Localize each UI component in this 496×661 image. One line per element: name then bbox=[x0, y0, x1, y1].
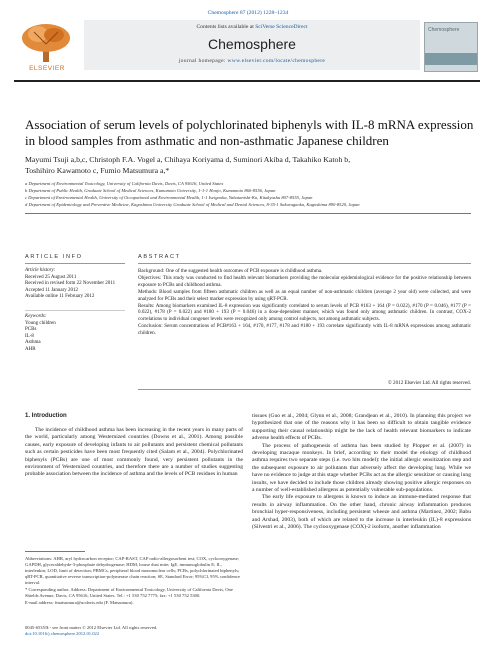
homepage-link[interactable]: www.elsevier.com/locate/chemosphere bbox=[227, 58, 326, 64]
history-revised: Received in revised form 22 November 2011 bbox=[25, 281, 116, 287]
abstract-body bbox=[138, 268, 471, 337]
cover-band bbox=[425, 53, 477, 65]
history-received: Received 25 August 2011 bbox=[25, 274, 77, 280]
authors-line-1: Mayumi Tsuji a,b,c, Christoph F.A. Vogel a, Chihaya Koriyama d, Suminori Akiba d, Takahiko Katoh b, bbox=[25, 155, 351, 164]
footnote-email[interactable]: E-mail address: fmatsumura@ucdavis.edu (F. Matsumura). bbox=[25, 600, 134, 605]
abstract-bottom-rule bbox=[138, 389, 471, 390]
abstract-results: Results: Among biomarkers examined IL-8 expression was significantly correlated to serum levels of PCB #163 + 164 (P = 0.022), #170 (P = 0.046), #177 (P = 0.022), #178 (P = 0.022) and #180 + 193 (P = 0.046) in a dose-dependent manner, which was found only among asthmatic children. In contrast, COX-2 correlations to individual congener levels were recognized only among control subjects, not among asthmatic subjects. bbox=[138, 302, 471, 323]
article-history bbox=[25, 268, 130, 301]
history-online: Available online 11 February 2012 bbox=[25, 294, 95, 300]
authors-line-2: Toshihiro Kawamoto c, Fumio Matsumura a,* bbox=[25, 166, 170, 175]
footnote-rule bbox=[25, 551, 85, 552]
abstract-objectives: Objectives: This study was conducted to find health relevant biomarkers providing the molecular epidemiological evidence for the positive relationship between exposure to PCBs and childhood asthma. bbox=[138, 274, 471, 288]
header-rule bbox=[14, 80, 480, 82]
introduction-heading: 1. Introduction bbox=[25, 413, 67, 419]
affiliation-b: b Department of Public Health, Graduate School of Medical Sciences, Kumamoto University, 1-1-1 Honjo, Kumamoto 860-8556, Japan bbox=[25, 188, 276, 193]
intro-paragraph-3: The process of pathogenesis of asthma has been studied by Plopper et al. (2007) in developing macaque monkeys. In brief, according to their model the etiology of childhood asthma requires two separate steps (i.e. two hits model): the initial allergic sensitization step and the subsequent exposure to air pollutants that adversely affect the developing lung. While we have no evidence to judge at this stage whether PCBs act as the allergic sensitizer or causing lung insults, we have decided to include those children already showing positive allergic responses on a number of well-established allergens as potentially vulnerable sub-populations. bbox=[252, 442, 471, 494]
affiliation-c: c Department of Environmental Health, University of Occupational and Environmental Health, 1-1 Iseigaoka, Yahatanishi-Ku, Kitakyushu 807-8555, Japan bbox=[25, 195, 313, 200]
keyword-item: Young children bbox=[25, 320, 56, 326]
footnotes bbox=[25, 556, 243, 607]
intro-paragraph-1: The incidence of childhood asthma has been increasing in the recent years in many parts of the world, particularly among Westernized countries (Downs et al., 2001). Among possible causes, early exposure of developing infants to air pollutants and persistent chemical pollutants such as certain pesticides have been most frequently cited (Salam et al., 2004). Polychlorinated biphenyls (PCBs) are one of most commonly found, very persistent pollutants in the environment of Westernized countries, and therefore there are a number of studies suggesting probable association between the incidence of asthma and the levels of PCB residues in human bbox=[25, 427, 243, 478]
intro-paragraph-2: tissues (Guo et al., 2004; Glynn et al., 2008; Grandjean et al., 2010). In planning this project we hypothesized that one of the reasons why it has been so difficult to obtain tangible evidence supporting their causal relationship might be the lack of health relevant biomarkers to indicate adverse health effects of PCBs. bbox=[252, 413, 471, 442]
article-title: Association of serum levels of polychlorinated biphenyls with IL-8 mRNA expression in blood samples from asthmatic and non-asthmatic Japanese children bbox=[25, 117, 474, 148]
abstract-copyright: © 2012 Elsevier Ltd. All rights reserved. bbox=[387, 380, 471, 386]
journal-title: Chemosphere bbox=[208, 36, 296, 52]
footer-issn: 0045-6535/$ - see front matter © 2012 Elsevier Ltd. All rights reserved. bbox=[25, 625, 158, 630]
keywords-rule bbox=[25, 310, 125, 311]
author-list bbox=[25, 154, 475, 176]
article-info-rule bbox=[25, 263, 125, 264]
keyword-item: IL-8 bbox=[25, 333, 34, 339]
section-divider bbox=[25, 213, 471, 214]
publisher-name: ELSEVIER bbox=[29, 65, 65, 72]
elsevier-logo bbox=[16, 22, 76, 72]
keywords-label: Keywords: bbox=[25, 314, 47, 319]
history-label: Article history: bbox=[25, 268, 56, 273]
footnote-abbreviations: Abbreviations: AHR, aryl hydrocarbon receptor; CAP-RAST, CAP radio-allergosorbent test; COX, cyclooxygenase; GAPDH, glyceraldehyde-3-phosphate dehydrogenase; HDM, house dust mite; IgE, immunoglobulin E; IL, interleukin; LOD, limit of detection; PBMCs, peripheral blood mononuclear cells; PCBs, polychlorinated biphenyls; qRT-PCR, quantitative reverse transcription-polymerase chain reaction; SE, Standard Error; 95%CI, 95% confidence interval. bbox=[25, 556, 240, 585]
abstract-rule bbox=[138, 263, 471, 264]
journal-homepage bbox=[84, 58, 420, 64]
journal-cover-thumbnail bbox=[424, 22, 478, 72]
journal-banner bbox=[84, 20, 420, 70]
abstract-methods: Methods: Blood samples from fifteen asthmatic children as well as an equal number of non-asthmatic children (average 2 year old) were collected, and were analyzed for PCBs and their select marker expression by using qRT-PCR. bbox=[138, 288, 471, 302]
footer-doi-link[interactable]: doi:10.1016/j.chemosphere.2012.01.022 bbox=[25, 631, 100, 636]
body-left-column bbox=[25, 427, 243, 479]
tree-icon bbox=[16, 22, 76, 64]
abstract-conclusion: Conclusion: Serum concentrations of PCB#163 + 164, #170, #177, #178 and #180 + 193 correlate significantly with IL-8 mRNA expressions among asthmatic children. bbox=[138, 323, 471, 337]
keyword-item: AHR bbox=[25, 346, 36, 352]
contents-prefix: Contents lists available at bbox=[196, 24, 254, 30]
body-right-column bbox=[252, 413, 471, 532]
footnote-corresponding: * Corresponding author. Address: Department of Environmental Toxicology, University of California Davis, One Shields Avenue, Davis, CA 95616, United States. Tel.: +1 530 752 7775; fax: +1 530 752 5300. bbox=[25, 587, 233, 598]
history-accepted: Accepted 11 January 2012 bbox=[25, 287, 78, 293]
keyword-item: PCBs bbox=[25, 327, 37, 333]
article-info-heading: ARTICLE INFO bbox=[25, 254, 83, 260]
abstract-background: Background: One of the suggested health outcomes of PCB exposure is childhood asthma. bbox=[138, 268, 323, 274]
abstract-heading: ABSTRACT bbox=[138, 254, 181, 260]
contents-line bbox=[84, 24, 420, 30]
affiliations bbox=[25, 180, 475, 208]
affiliation-a: a Department of Environmental Toxicology, University of California Davis, Davis, CA 95616, United States bbox=[25, 181, 224, 186]
journal-masthead bbox=[14, 20, 480, 78]
keywords bbox=[25, 314, 130, 354]
page-footer bbox=[25, 625, 225, 637]
cover-title: Chemosphere bbox=[428, 27, 460, 33]
sciencedirect-link[interactable]: SciVerse ScienceDirect bbox=[255, 24, 308, 30]
homepage-prefix: journal homepage: bbox=[178, 58, 226, 64]
journal-reference[interactable]: Chemosphere 87 (2012) 1228–1234 bbox=[207, 10, 289, 16]
intro-paragraph-4: The early life exposure to allergens is known to induce an immune-mediated response that results in airway inflammation. On the other hand, chronic airway inflammation produces bronchial hyper-responsiveness, including persistent wheeze and asthma (Martinez, 2002; Babu and Arshad, 2003), both of which are related to the increase in interleukin (IL)-8 expressions (Silvestri et al., 2006). The cyclooxygenase (COX)-2 isoform, another inflammation bbox=[252, 494, 471, 531]
affiliation-d: d Department of Epidemiology and Preventive Medicine, Kagoshima University Graduate School of Medical and Dental Sciences, 8-35-1 Sakuragaoka, Kagoshima 890-8520, Japan bbox=[25, 202, 360, 207]
keyword-item: Asthma bbox=[25, 340, 41, 346]
